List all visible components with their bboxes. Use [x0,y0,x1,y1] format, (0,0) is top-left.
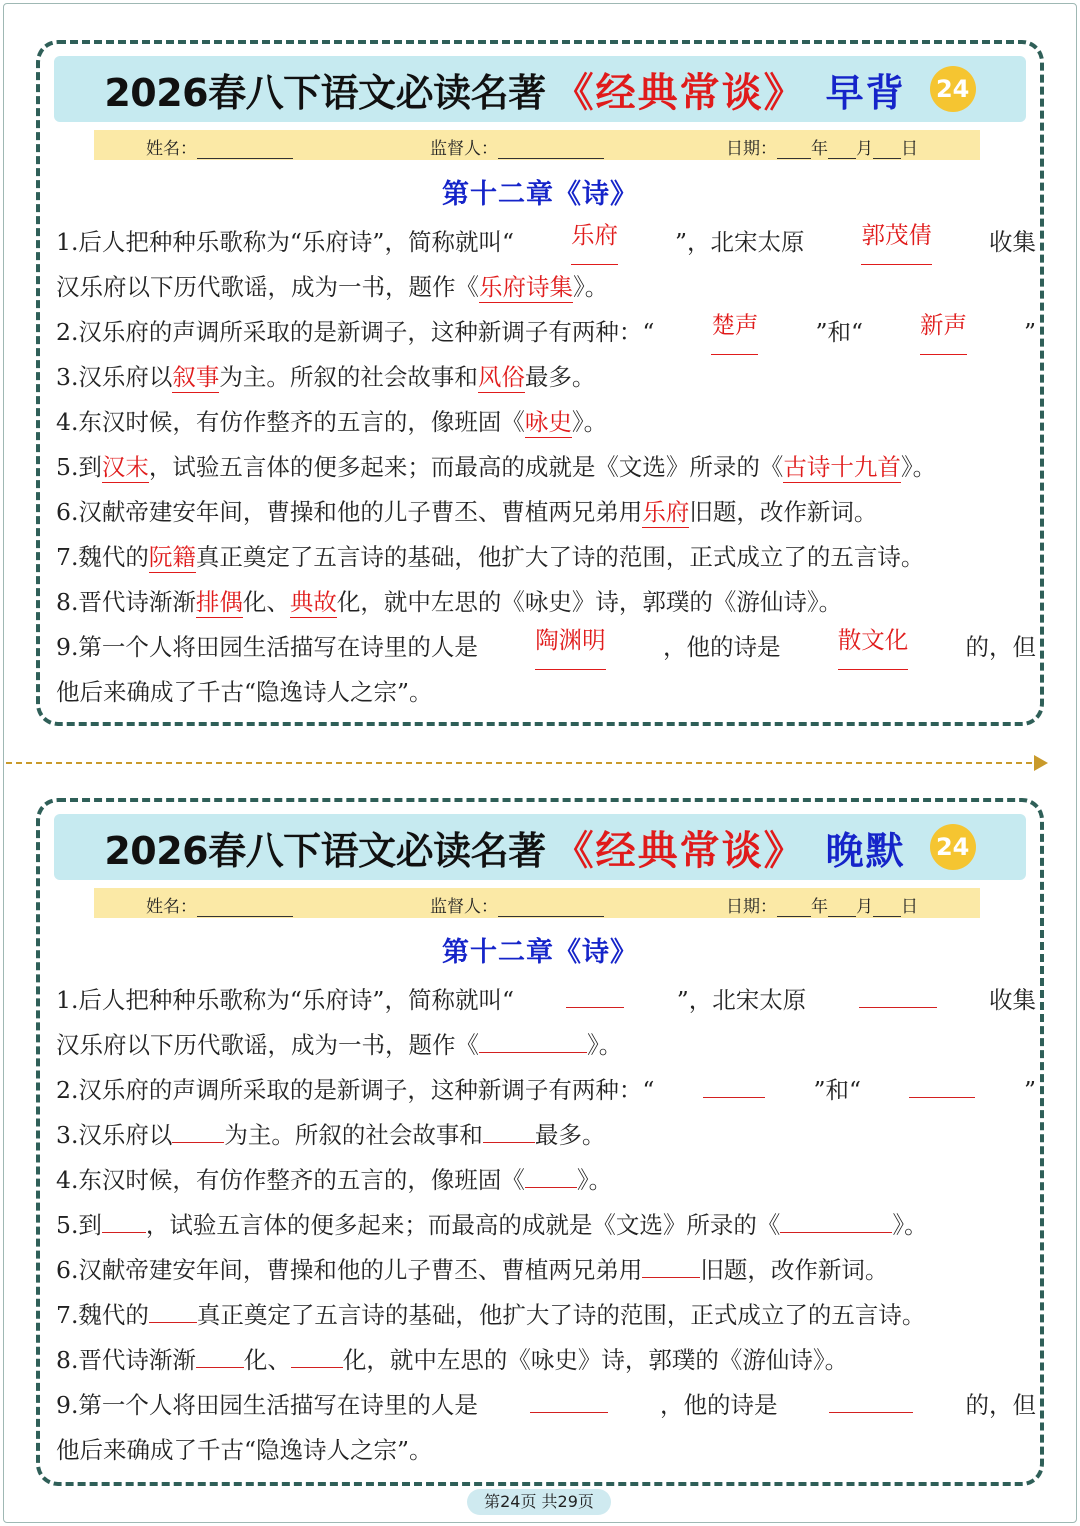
q9-text-b: ，他的诗是 [662,633,781,661]
answer-blank[interactable] [530,1383,608,1413]
answer-text: 典故 [289,588,337,616]
q3-text-c: 最多。 [524,363,596,391]
question-line [56,445,1036,490]
page-indicator: 第24页 共29页 [467,1489,611,1515]
answer-text: 乐府 [642,498,690,526]
question-line [56,490,1036,535]
year-label: 年 [811,139,828,159]
supervisor-label: 监督人： [430,897,498,917]
question-list [56,978,1036,1473]
q2-text-c: ” [1023,318,1036,346]
name-label: 姓名： [146,139,197,159]
question-line [56,535,1036,580]
answer-text: 乐府 [571,220,618,265]
answer-text: 散文化 [838,625,909,670]
number-badge: 24 [930,824,976,870]
answer-blank[interactable] [642,1248,700,1278]
answer-blank[interactable] [291,1338,343,1368]
answer-blank[interactable] [172,1113,224,1143]
title-text: 2026春八下语文必读名著 [104,828,546,873]
q9-text-a: 9.第一个人将田园生活描写在诗里的人是 [56,1391,478,1419]
question-line [56,1338,1036,1383]
question-list [56,220,1036,715]
q9-text-b: ，他的诗是 [659,1391,778,1419]
name-field [146,892,293,917]
q2-text-b: ”和“ [813,1076,861,1104]
q1-text-e: 》。 [573,273,609,301]
memorize-card [36,40,1044,726]
title-bar [54,56,1026,122]
question-line [56,265,1036,310]
answer-text: 咏史 [524,408,572,436]
answer-blank[interactable] [525,1158,577,1188]
q5-text-c: 》。 [900,453,937,481]
date-label: 日期： [726,139,777,159]
q6-text-b: 旧题，改作新词。 [700,1256,889,1284]
date-field [726,892,918,917]
q7-text-a: 7.魏代的 [56,543,149,571]
name-label: 姓名： [146,897,197,917]
q9-text-d: 他后来确成了千古“隐逸诗人之宗”。 [56,678,433,706]
question-line [56,1113,1036,1158]
q1-text-c: 收集 [988,986,1036,1014]
answer-text: 风俗 [477,363,525,391]
supervisor-label: 监督人： [430,139,498,159]
q5-text-b: ，试验五言体的便多起来；而最高的成就是《文选》所录的《 [145,1211,781,1239]
day-label: 日 [901,897,918,917]
supervisor-field [430,134,604,159]
q9-text-a: 9.第一个人将田园生活描写在诗里的人是 [56,633,478,661]
q8-text-a: 8.晋代诗渐渐 [56,588,196,616]
answer-blank[interactable] [479,1023,587,1053]
answer-text: 阮籍 [148,543,196,571]
date-label: 日期： [726,897,777,917]
answer-blank[interactable] [102,1203,146,1233]
date-field [726,134,918,159]
q8-text-b: 化、 [242,588,290,616]
question-line [56,625,1036,670]
answer-blank[interactable] [703,1068,765,1098]
question-line [56,1023,1036,1068]
month-label: 月 [856,897,873,917]
answer-text: 叙事 [172,363,220,391]
supervisor-line [498,142,604,159]
q6-text-a: 6.汉献帝建安年间，曹操和他的儿子曹丕、曹植两兄弟用 [56,1256,643,1284]
q4-text-a: 4.东汉时候，有仿作整齐的五言的，像班固《 [56,408,525,436]
question-line [56,400,1036,445]
question-line [56,1203,1036,1248]
title-text: 2026春八下语文必读名著 [104,70,546,115]
name-line [197,900,293,917]
q1-text-c: 收集 [988,228,1036,256]
chapter-heading: 第十二章《诗》 [442,937,638,968]
q2-text-a: 2.汉乐府的声调所采取的是新调子，这种新调子有两种：“ [56,318,655,346]
q7-text-a: 7.魏代的 [56,1301,149,1329]
month-line [828,900,856,917]
q4-text-a: 4.东汉时候，有仿作整齐的五言的，像班固《 [56,1166,525,1194]
q9-text-d: 他后来确成了千古“隐逸诗人之宗”。 [56,1436,433,1464]
name-field [146,134,293,159]
q4-text-b: 》。 [571,408,608,436]
question-line [56,310,1036,355]
q5-text-c: 》。 [892,1211,928,1239]
q2-text-a: 2.汉乐府的声调所采取的是新调子，这种新调子有两种：“ [56,1076,655,1104]
q8-text-a: 8.晋代诗渐渐 [56,1346,196,1374]
dictation-card [36,798,1044,1486]
q8-text-b: 化、 [243,1346,291,1374]
q1-text-d: 汉乐府以下历代歌谣，成为一书，题作《 [56,273,479,301]
mode-label: 早背 [825,70,906,115]
month-line [828,142,856,159]
supervisor-line [498,900,604,917]
answer-text: 汉末 [101,453,149,481]
question-line [56,1383,1036,1428]
q7-text-b: 真正奠定了五言诗的基础，他扩大了诗的范围，正式成立了的五言诗。 [195,543,925,571]
question-line [56,580,1036,625]
answer-blank[interactable] [196,1338,244,1368]
mode-label: 晚默 [825,828,906,873]
q9-text-c: 的，但 [965,633,1036,661]
arrow-icon [1034,755,1048,771]
answer-blank[interactable] [566,978,624,1008]
q5-text-a: 5.到 [56,1211,102,1239]
q1-text-a: 1.后人把种种乐歌称为“乐府诗”，简称就叫“ [56,228,514,256]
question-line [56,1158,1036,1203]
q6-text-b: 旧题，改作新词。 [689,498,878,526]
answer-blank[interactable] [149,1293,197,1323]
answer-text: 陶渊明 [535,625,606,670]
question-line [56,1428,1036,1473]
q5-text-a: 5.到 [56,453,102,481]
q1-text-b: ”，北宋太原 [676,986,807,1014]
q6-text-a: 6.汉献帝建安年间，曹操和他的儿子曹丕、曹植两兄弟用 [56,498,643,526]
answer-text: 乐府诗集 [479,273,573,301]
q7-text-b: 真正奠定了五言诗的基础，他扩大了诗的范围，正式成立了的五言诗。 [196,1301,926,1329]
day-label: 日 [901,139,918,159]
q1-text-a: 1.后人把种种乐歌称为“乐府诗”，简称就叫“ [56,986,514,1014]
question-line [56,1248,1036,1293]
answer-text: 古诗十九首 [783,453,901,481]
q3-text-b: 为主。所叙的社会故事和 [219,363,478,391]
book-title: 《经典常谈》 [553,68,806,116]
year-label: 年 [811,897,828,917]
supervisor-field [430,892,604,917]
question-line [56,220,1036,265]
q4-text-b: 》。 [576,1166,613,1194]
chapter-heading: 第十二章《诗》 [442,179,638,210]
q9-text-c: 的，但 [965,1391,1036,1419]
q2-text-b: ”和“ [815,318,863,346]
q1-text-d: 汉乐府以下历代歌谣，成为一书，题作《 [56,1031,479,1059]
answer-text: 新声 [920,310,967,355]
month-label: 月 [856,139,873,159]
answer-blank[interactable] [483,1113,535,1143]
q5-text-b: ，试验五言体的便多起来；而最高的成就是《文选》所录的《 [148,453,784,481]
day-line [873,900,901,917]
number-badge: 24 [930,66,976,112]
answer-blank[interactable] [780,1203,892,1233]
q1-text-e: 》。 [587,1031,623,1059]
question-line [56,355,1036,400]
year-line [777,900,811,917]
question-line [56,978,1036,1023]
q3-text-c: 最多。 [534,1121,606,1149]
section-divider [6,762,1032,764]
q1-text-b: ”，北宋太原 [674,228,805,256]
q3-text-b: 为主。所叙的社会故事和 [224,1121,483,1149]
answer-blank[interactable] [829,1383,913,1413]
q8-text-c: 化，就中左思的《咏史》诗，郭璞的《游仙诗》。 [336,588,843,616]
answer-text: 郭茂倩 [861,220,932,265]
answer-blank[interactable] [909,1068,975,1098]
title-bar [54,814,1026,880]
question-line [56,670,1036,715]
info-bar [94,888,980,918]
q8-text-c: 化，就中左思的《咏史》诗，郭璞的《游仙诗》。 [342,1346,849,1374]
question-line [56,1293,1036,1338]
answer-text: 排偶 [195,588,243,616]
answer-text: 楚声 [711,310,758,355]
year-line [777,142,811,159]
book-title: 《经典常谈》 [553,826,806,874]
q2-text-c: ” [1023,1076,1036,1104]
question-line [56,1068,1036,1113]
q3-text-a: 3.汉乐府以 [56,363,173,391]
name-line [197,142,293,159]
day-line [873,142,901,159]
info-bar [94,130,980,160]
q3-text-a: 3.汉乐府以 [56,1121,173,1149]
answer-blank[interactable] [859,978,937,1008]
